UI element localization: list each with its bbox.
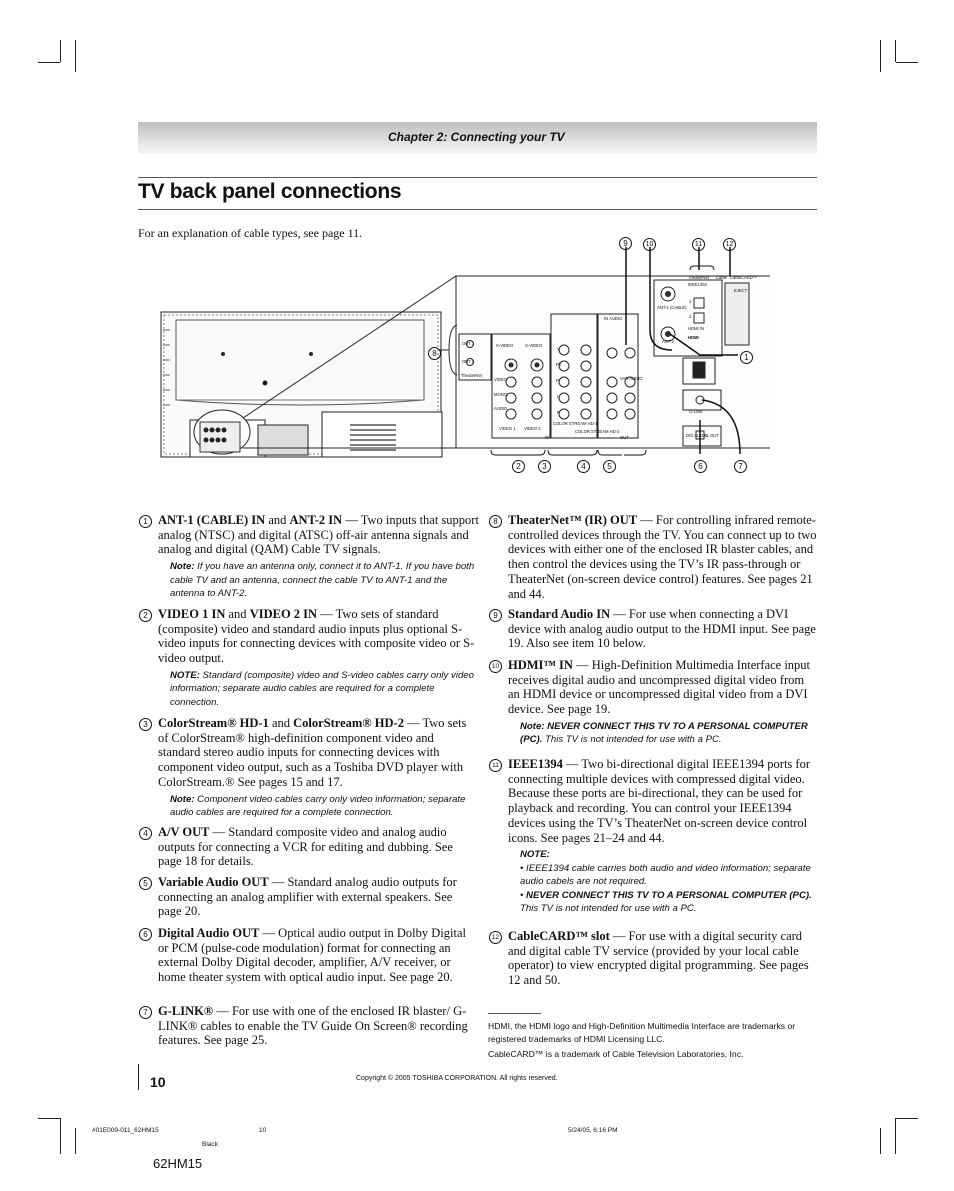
item-heading: Standard Audio IN xyxy=(508,607,611,621)
slug-page: 10 xyxy=(259,1127,267,1134)
item-heading: IEEE1394 xyxy=(508,757,563,771)
note-bullet: • IEEE1394 cable carries both audio and video information; separate audio cabels are not required. xyxy=(520,862,811,888)
page-title: TV back panel connections xyxy=(138,180,402,203)
item-1: 1 ANT-1 (CABLE) IN and ANT-2 IN — Two inputs that support analog (NTSC) and digital (ATSC) off-air antenna signals and analog and digital (QAM) Cable TV signals. Note: If you have an antenna only, connect it to ANT-1. If you have both cable TV and an antenna, connect the cable TV to ANT-1 and the antenna to ANT-2. xyxy=(139,513,479,601)
crop-mark xyxy=(880,40,881,72)
item-heading: Variable Audio OUT xyxy=(158,875,269,889)
chapter-bar xyxy=(138,122,817,154)
callout-11: 11 xyxy=(692,233,705,251)
crop-mark xyxy=(38,1118,60,1119)
label-video2: VIDEO 2 xyxy=(524,426,541,431)
label-theaternet-out: TheaterNet xyxy=(461,373,482,378)
label-in: IN xyxy=(545,435,550,440)
item-badge: 1 xyxy=(139,515,152,528)
item-heading: G-LINK® xyxy=(158,1004,214,1018)
item-text: — Standard analog audio outputs for connecting an analog amplifier with external speakers. See page 20. xyxy=(158,875,457,919)
callout-1: 1 xyxy=(740,347,753,365)
callout-2: 2 xyxy=(512,456,525,474)
label-dig-audio: DIG AUDIO xyxy=(686,433,708,438)
crop-mark xyxy=(896,1118,918,1119)
label-svideo-1: S-VIDEO xyxy=(496,343,514,348)
item-10 xyxy=(489,658,819,747)
callout-5: 5 xyxy=(603,456,616,474)
label-hdmi-in: HDMI IN xyxy=(688,326,705,331)
page-number-rule xyxy=(138,1064,139,1090)
label-out2: OUT 2 xyxy=(462,359,475,364)
label-eject: EJECT xyxy=(734,288,748,293)
item-badge: 3 xyxy=(139,718,152,731)
item-2: 2 VIDEO 1 IN and VIDEO 2 IN — Two sets of standard (composite) video and standard audio inputs plus optional S-video inputs for connecting devices with composite video or S-video output. NOTE: Standard (composite) video and S-video cables carry only video information; separate audio cables are required for a complete connection. xyxy=(139,607,479,709)
label-video: VIDEO xyxy=(494,377,508,382)
crop-mark xyxy=(895,1118,896,1154)
crop-mark xyxy=(60,1118,61,1154)
item-9 xyxy=(489,607,819,651)
item-badge: 6 xyxy=(139,928,152,941)
crop-mark xyxy=(75,1128,76,1154)
item-5 xyxy=(139,875,479,919)
item-heading: VIDEO 2 IN xyxy=(249,607,318,621)
crop-mark xyxy=(896,62,918,63)
item-text: — For use with a digital security card and digital cable TV service (provided by your local cable operator) to view encrypted digital programming. See pages 12 and 50. xyxy=(508,929,809,988)
item-note: Note: NEVER CONNECT THIS TV TO A PERSONAL COMPUTER (PC). This TV is not intended for use with a PC. xyxy=(520,720,808,746)
item-heading: HDMI™ IN xyxy=(508,658,573,672)
item-text: — Two sets of ColorStream® high-definition component video and standard stereo audio inputs for connecting devices with component video output, such as a Toshiba DVD player with ColorStream.® See pages 15 and 17. xyxy=(158,716,467,789)
item-badge: 4 xyxy=(139,827,152,840)
slug-date: 5/24/05, 6:16 PM xyxy=(568,1127,618,1134)
label-ant2: ANT-2 xyxy=(662,339,674,344)
connector-panel xyxy=(456,276,770,448)
footnote-hdmi: HDMI, the HDMI logo and High-Definition Multimedia Interface are trademarks or registered trademarks of HDMI Licensing LLC. xyxy=(488,1021,796,1044)
label-r: R xyxy=(557,410,561,415)
label-in-audio: IN AUDIO xyxy=(604,316,623,321)
label-glink: G-LINK xyxy=(689,409,703,414)
intro-text: For an explanation of cable types, see page 11. xyxy=(138,226,363,240)
item-heading: ANT-2 IN xyxy=(289,513,343,527)
item-note: NOTE: • IEEE1394 cable carries both audio and video information; separate audio cabels are not required. • NEVER CONNECT THIS TV TO A PERSONAL COMPUTER (PC). This TV is not intended for use with a PC. xyxy=(520,848,819,916)
label-port-2: 2 xyxy=(689,314,692,319)
item-text: — Two bi-directional digital IEEE1394 ports for connecting multiple devices with compressed digital video. Because these ports are bi-directional, they can be used for playback and recording. You can control your IEEE1394 devices using the TV’s TheaterNet on-screen device control icons. See pages 21–24 and 44. xyxy=(508,757,810,845)
crop-mark xyxy=(38,62,60,63)
label-y: Y xyxy=(557,347,560,352)
crop-mark xyxy=(75,40,76,72)
item-heading: ColorStream® HD-1 xyxy=(158,716,269,730)
label-var-audio: VAR AUDIO xyxy=(620,376,643,381)
item-heading: CableCARD™ slot xyxy=(508,929,610,943)
label-audio: AUDIO xyxy=(494,406,508,411)
label-video1: VIDEO 1 xyxy=(499,426,516,431)
item-12 xyxy=(489,929,819,988)
label-cable: Cable xyxy=(716,275,727,280)
back-panel-diagram xyxy=(150,228,770,478)
item-badge: 12 xyxy=(489,931,502,944)
item-heading: ANT-1 (CABLE) IN xyxy=(158,513,266,527)
slug-file: #01E009-011_62HM15 xyxy=(92,1127,159,1134)
item-note: Note: Component video cables carry only video information; separate audio cables are required for a complete connection. xyxy=(170,793,466,819)
item-text: — Standard composite video and analog audio outputs for connecting a VCR for editing and dubbing. See page 18 for details. xyxy=(158,825,453,869)
copyright: Copyright © 2005 TOSHIBA CORPORATION. All rights reserved. xyxy=(356,1075,558,1082)
item-heading: ColorStream® HD-2 xyxy=(293,716,404,730)
item-badge: 7 xyxy=(139,1006,152,1019)
item-text: — Two sets of standard (composite) video and standard audio inputs plus optional S-video inputs for connecting devices with composite video or S-video output. xyxy=(158,607,475,666)
item-badge: 8 xyxy=(489,515,502,528)
item-text: — For controlling infrared remote-controlled devices through the TV. You can connect up to two devices with either one of the enclosed IR blaster cables, and then control the devices using the TV’s IR pass-through or TheaterNet (on-screen device control) features. See pages 21 and 44. xyxy=(508,513,817,601)
callout-7: 7 xyxy=(734,456,747,474)
chapter-title: Chapter 2: Connecting your TV xyxy=(388,130,565,144)
item-text: — For use when connecting a DVI device with analog audio output to the HDMI input. See page 19. Also see item 10 below. xyxy=(508,607,816,651)
callout-12: 12 xyxy=(723,233,736,251)
item-badge: 9 xyxy=(489,609,502,622)
footnote-cablecard: CableCARD™ is a trademark of Cable Television Laboratories, Inc. xyxy=(488,1049,744,1059)
item-text: — Two inputs that support analog (NTSC) and digital (ATSC) off-air antenna signals and analog and digital (QAM) Cable TV signals. xyxy=(158,513,479,557)
label-cablecard: CableCARD™ xyxy=(730,275,757,280)
callout-6: 6 xyxy=(694,456,707,474)
label-pr: Pr xyxy=(556,378,561,383)
item-note: Note: If you have an antenna only, connect it to ANT-1. If you have both cable TV and an antenna, connect the cable TV to ANT-1 and the antenna to ANT-2. xyxy=(170,561,475,600)
label-pb: Pb xyxy=(556,362,562,367)
item-badge: 11 xyxy=(489,759,502,772)
label-out: OUT xyxy=(620,435,629,440)
label-theaternet: TheaterNet xyxy=(688,275,709,280)
item-text: — For use with one of the enclosed IR blaster/ G-LINK® cables to enable the TV Guide On Screen® recording features. See page 25. xyxy=(158,1004,468,1048)
item-heading: Digital Audio OUT xyxy=(158,926,260,940)
item-heading: A/V OUT xyxy=(158,825,210,839)
footnote-rule xyxy=(488,1013,541,1014)
label-l: L xyxy=(557,394,560,399)
callout-4: 4 xyxy=(577,456,590,474)
label-out1: OUT 1 xyxy=(462,341,475,346)
item-badge: 2 xyxy=(139,609,152,622)
item-note: NOTE: Standard (composite) video and S-video cables carry only video information; separate audio cables are required for a complete connection. xyxy=(170,669,474,708)
item-badge: 5 xyxy=(139,877,152,890)
item-7 xyxy=(139,1004,479,1048)
slug-color: Black xyxy=(202,1141,218,1148)
label-al-out: AL OUT xyxy=(704,433,719,438)
crop-mark xyxy=(895,40,896,62)
crop-mark xyxy=(880,1128,881,1154)
crop-mark xyxy=(60,40,61,62)
item-text: — High-Definition Multimedia Interface input receives digital audio and uncompressed digital video from an HDMI device or uncompressed digital video from a DVI device. See page 19. xyxy=(508,658,811,717)
label-ieee1394: IEEE1394 xyxy=(688,282,707,287)
callout-3: 3 xyxy=(538,456,551,474)
item-6 xyxy=(139,926,479,985)
label-svideo-2: S-VIDEO xyxy=(525,343,543,348)
item-4 xyxy=(139,825,479,869)
item-heading: VIDEO 1 IN xyxy=(158,607,226,621)
item-3: 3 ColorStream® HD-1 and ColorStream® HD-2 — Two sets of ColorStream® high-definition component video and standard stereo audio inputs for connecting devices with component video output, such as a Toshiba DVD player with ColorStream.® See pages 15 and 17. Note: Component video cables carry only video information; separate audio cables are required for a complete connection. xyxy=(139,716,479,820)
item-8 xyxy=(489,513,819,601)
page-number: 10 xyxy=(150,1074,166,1090)
slug-model: 62HM15 xyxy=(153,1156,203,1171)
item-heading: TheaterNet™ (IR) OUT xyxy=(508,513,638,527)
title-rule-bottom xyxy=(138,209,817,210)
label-ant1: ANT-1 (CABLE) xyxy=(657,305,687,310)
item-text: — Optical audio output in Dolby Digital or PCM (pulse-code modulation) format for connecting an external Dolby Digital decoder, amplifier, A/V receiver, or home theater system with optical audio input. See page 20. xyxy=(158,926,466,985)
title-rule-top xyxy=(138,177,817,178)
tv-rear-illustration xyxy=(161,312,442,457)
label-port-1: 1 xyxy=(689,299,692,304)
note-bullet: • NEVER CONNECT THIS TV TO A PERSONAL COMPUTER (PC). This TV is not intended for use with a PC. xyxy=(520,889,812,915)
label-cs1: COLOR STREAM HD-1 xyxy=(553,421,598,426)
callout-10: 10 xyxy=(643,233,656,251)
label-mono: MONO xyxy=(494,392,508,397)
hdmi-logo: HDMI xyxy=(688,335,699,340)
item-badge: 10 xyxy=(489,660,502,673)
callout-9: 9 xyxy=(619,233,632,251)
label-cs2: COLOR STREAM HD-2 xyxy=(575,429,620,434)
item-11 xyxy=(489,757,819,916)
callout-8: 8 xyxy=(428,343,441,361)
